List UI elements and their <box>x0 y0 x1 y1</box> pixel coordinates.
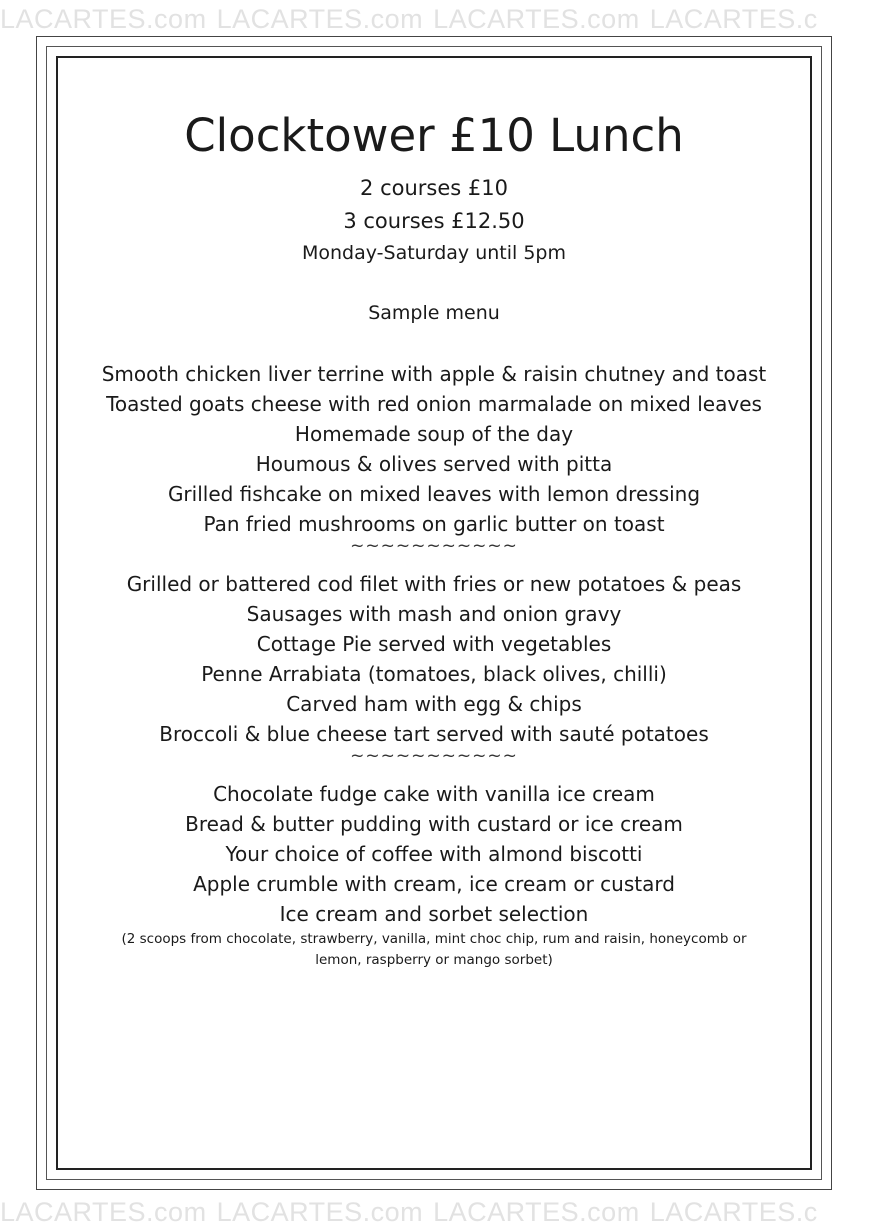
list-item: Penne Arrabiata (tomatoes, black olives, chilli) <box>201 662 667 686</box>
list-item: Homemade soup of the day <box>294 422 574 446</box>
desserts-list <box>56 779 812 929</box>
list-item: Houmous & olives served with pitta <box>255 452 613 476</box>
watermark-text: LACARTES.com <box>216 1197 424 1227</box>
starters-list <box>56 359 812 539</box>
watermark-text: LACARTES.com <box>0 4 207 34</box>
watermark-text: LACARTES.c <box>649 1197 818 1227</box>
watermark-text: LACARTES.com <box>433 1197 640 1227</box>
list-item: Pan fried mushrooms on garlic butter on toast <box>203 512 665 536</box>
price-two-courses: 2 courses £10 <box>360 176 508 200</box>
watermark-bottom <box>0 1197 870 1227</box>
mains-list <box>56 569 812 749</box>
watermark-text: LACARTES.com <box>433 4 640 34</box>
list-item: Bread & butter pudding with custard or ice cream <box>185 812 683 836</box>
price-three-courses: 3 courses £12.50 <box>343 209 525 233</box>
watermark-text: LACARTES.com <box>0 1197 207 1227</box>
list-item: Your choice of coffee with almond biscotti <box>225 842 643 866</box>
menu-title: Clocktower £10 Lunch <box>184 109 684 162</box>
menu-subtitle: Sample menu <box>368 302 500 324</box>
watermark-text: LACARTES.com <box>216 4 424 34</box>
list-item: Sausages with mash and onion gravy <box>246 602 622 626</box>
menu-content <box>56 100 812 971</box>
dessert-footnote: (2 scoops from chocolate, strawberry, vanilla, mint choc chip, rum and raisin, honeycomb or lemon, raspberry or mango sorbet) <box>121 931 747 968</box>
list-item: Toasted goats cheese with red onion marmalade on mixed leaves <box>106 392 762 416</box>
list-item: Grilled fishcake on mixed leaves with lemon dressing <box>167 482 701 506</box>
list-item: Broccoli & blue cheese tart served with sauté potatoes <box>159 722 709 746</box>
watermark-top <box>0 4 870 34</box>
list-item: Smooth chicken liver terrine with apple & raisin chutney and toast <box>101 362 767 386</box>
list-item: Carved ham with egg & chips <box>286 692 582 716</box>
list-item: Apple crumble with cream, ice cream or custard <box>193 872 675 896</box>
availability-text: Monday-Saturday until 5pm <box>302 242 566 264</box>
list-item: Grilled or battered cod filet with fries or new potatoes & peas <box>126 572 742 596</box>
list-item: Cottage Pie served with vegetables <box>256 632 612 656</box>
list-item: Ice cream and sorbet selection <box>279 902 589 926</box>
course-divider: ~~~~~~~~~~~ <box>350 746 518 766</box>
course-divider: ~~~~~~~~~~~ <box>350 536 518 556</box>
list-item: Chocolate fudge cake with vanilla ice cream <box>213 782 655 806</box>
watermark-text: LACARTES.c <box>649 4 818 34</box>
